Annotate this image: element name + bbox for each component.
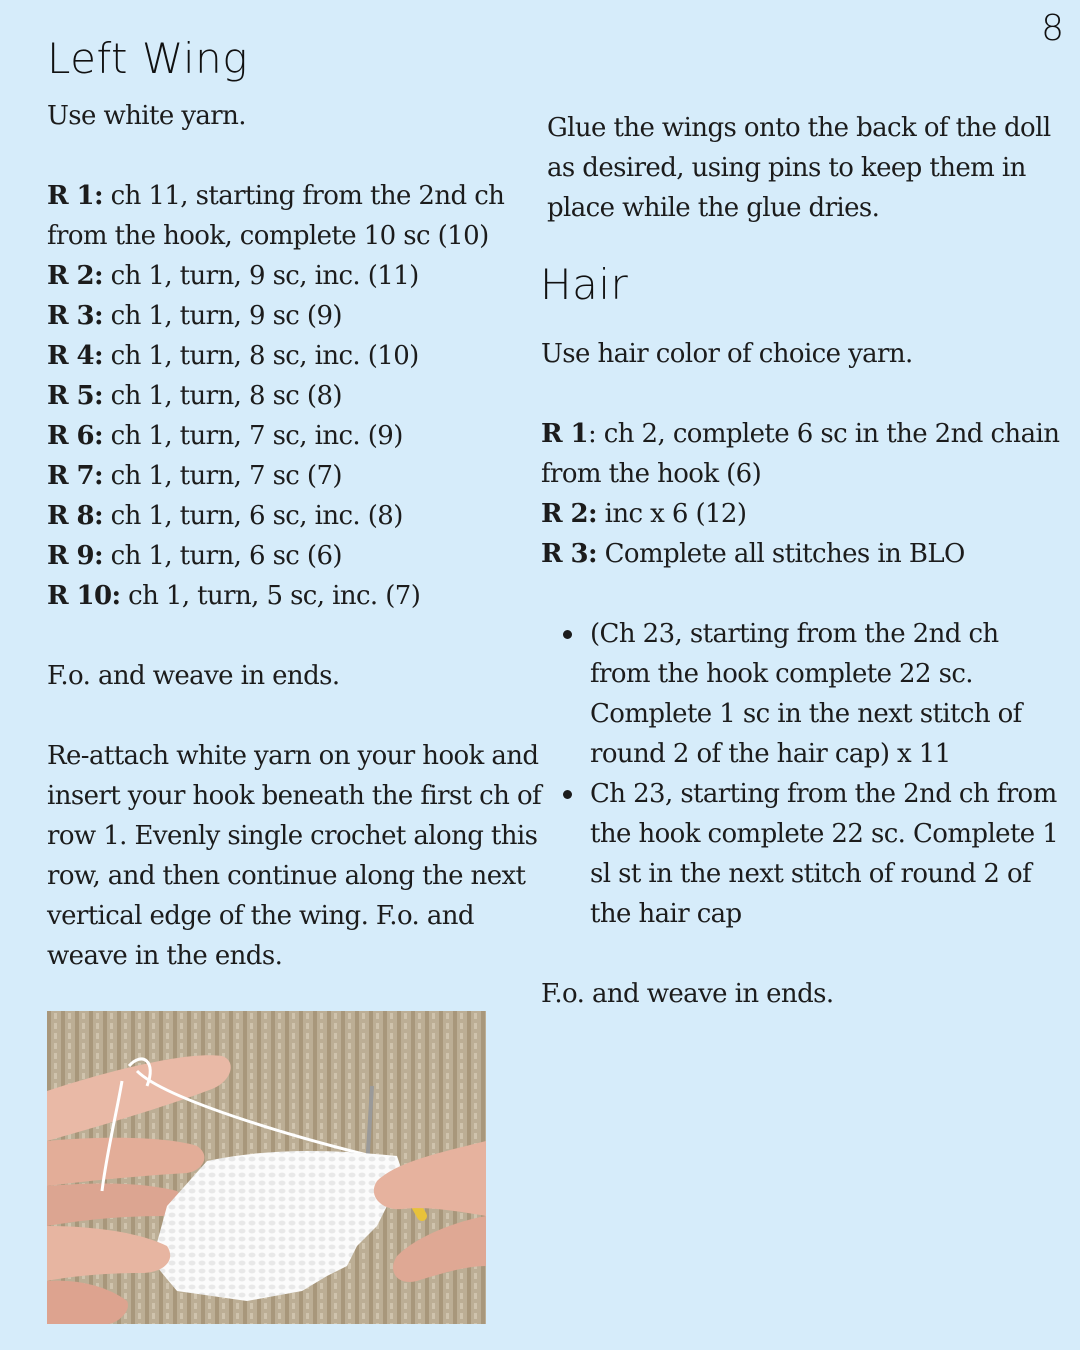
bullet-line: sl st in the next stitch of round 2 of (590, 859, 1032, 889)
row-text: ch 11, starting from the 2nd ch (102, 181, 505, 211)
bullet-line: the hook complete 22 sc. Complete 1 (590, 819, 1059, 849)
row-label: R 2: (47, 261, 103, 291)
row-text: ch 1, turn, 7 sc (7) (102, 461, 342, 491)
left-wing-row (47, 376, 342, 416)
row-text: ch 1, turn, 5 sc, inc. (7) (120, 581, 421, 611)
row-text: inc x 6 (12) (596, 499, 747, 529)
bullet-line: (Ch 23, starting from the 2nd ch (590, 619, 999, 649)
row-label: R 1: (47, 181, 103, 211)
row-label: R 7: (47, 461, 103, 491)
row-label: R 5: (47, 381, 103, 411)
left-wing-intro: Use white yarn. (47, 101, 246, 131)
row-text: ch 1, turn, 7 sc, inc. (9) (102, 421, 403, 451)
reattach-line: row, and then continue along the next (47, 861, 526, 891)
glue-line: as desired, using pins to keep them in (547, 153, 1026, 183)
crochet-wing-photo (47, 1011, 486, 1324)
left-wing-row (47, 536, 342, 576)
left-wing-row (47, 576, 420, 616)
row-text: ch 1, turn, 6 sc, inc. (8) (102, 501, 403, 531)
left-wing-row (47, 256, 419, 296)
hair-row (541, 494, 746, 534)
crochet-wing-photo-art (47, 1011, 486, 1324)
bullet-dot (563, 630, 572, 639)
row-text: from the hook (6) (541, 459, 762, 489)
left-wing-row (47, 336, 419, 376)
left-wing-finish: F.o. and weave in ends. (47, 661, 340, 691)
left-wing-row (47, 496, 403, 536)
row-label: R 8: (47, 501, 103, 531)
row-text: ch 1, turn, 8 sc (8) (102, 381, 342, 411)
row-label: R 4: (47, 341, 103, 371)
row-label: R 3: (541, 539, 597, 569)
glue-line: Glue the wings onto the back of the doll (547, 113, 1051, 143)
row-text: : ch 2, complete 6 sc in the 2nd chain (587, 419, 1060, 449)
left-wing-row (47, 456, 342, 496)
row-text: ch 1, turn, 9 sc (9) (102, 301, 342, 331)
hair-finish: F.o. and weave in ends. (541, 979, 834, 1009)
reattach-line: weave in the ends. (47, 941, 283, 971)
bullet-line: Ch 23, starting from the 2nd ch from (590, 779, 1057, 809)
left-wing-row (47, 216, 489, 256)
hair-row (541, 454, 761, 494)
left-wing-title: Left Wing (47, 34, 248, 83)
row-label: R 3: (47, 301, 103, 331)
bullet-line: Complete 1 sc in the next stitch of (590, 699, 1022, 729)
left-wing-row (47, 176, 504, 216)
row-label: R 10: (47, 581, 121, 611)
bullet-line: from the hook complete 22 sc. (590, 659, 973, 689)
row-text: ch 1, turn, 6 sc (6) (102, 541, 342, 571)
row-text: ch 1, turn, 9 sc, inc. (11) (102, 261, 419, 291)
left-wing-row (47, 416, 403, 456)
reattach-line: row 1. Evenly single crochet along this (47, 821, 538, 851)
row-text: Complete all stitches in BLO (596, 539, 965, 569)
row-label: R 6: (47, 421, 103, 451)
row-label: R 1 (541, 419, 588, 449)
page-number: 8 (1041, 8, 1064, 49)
row-text: ch 1, turn, 8 sc, inc. (10) (102, 341, 419, 371)
bullet-dot (563, 790, 572, 799)
left-wing-row (47, 296, 342, 336)
row-text: from the hook, complete 10 sc (10) (47, 221, 489, 251)
hair-row (541, 414, 1059, 454)
glue-line: place while the glue dries. (547, 193, 880, 223)
row-label: R 2: (541, 499, 597, 529)
row-label: R 9: (47, 541, 103, 571)
hair-intro: Use hair color of choice yarn. (541, 339, 913, 369)
reattach-line: vertical edge of the wing. F.o. and (47, 901, 474, 931)
reattach-line: insert your hook beneath the first ch of (47, 781, 542, 811)
hair-title: Hair (540, 260, 629, 309)
reattach-line: Re-attach white yarn on your hook and (47, 741, 539, 771)
bullet-line: round 2 of the hair cap) x 11 (590, 739, 951, 769)
hair-row (541, 534, 965, 574)
bullet-line: the hair cap (590, 899, 742, 929)
